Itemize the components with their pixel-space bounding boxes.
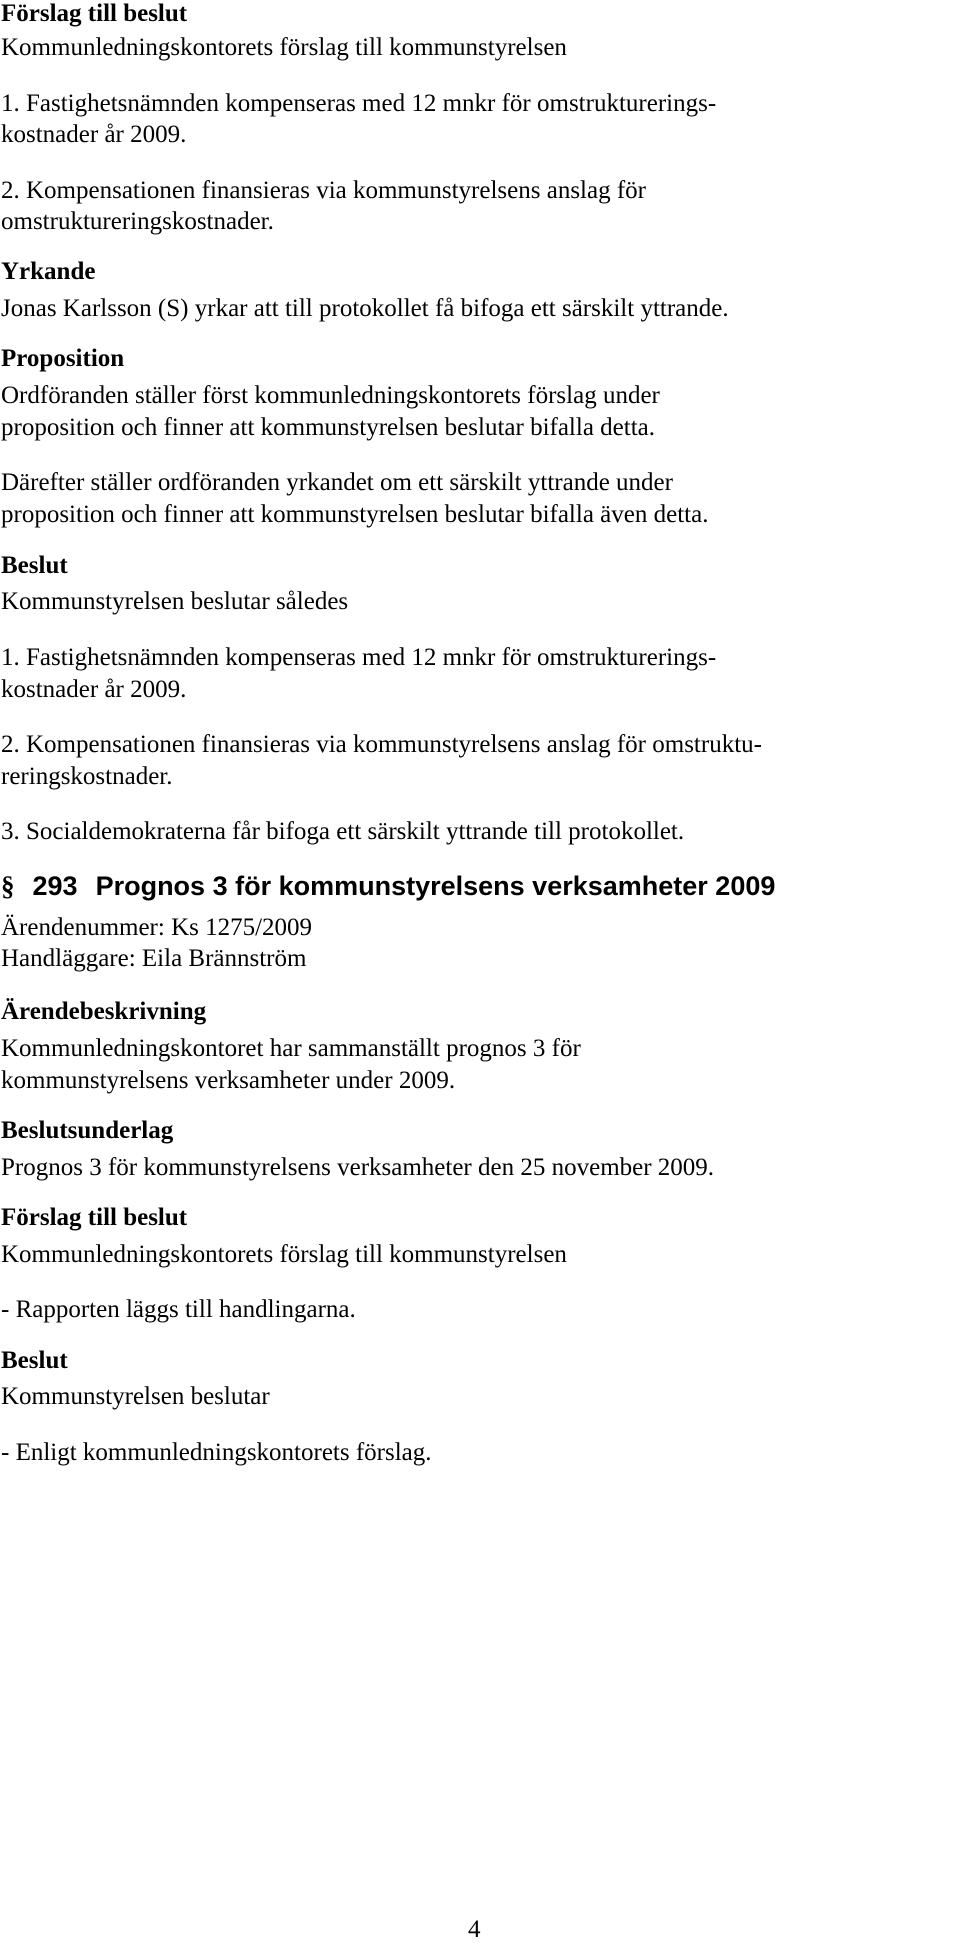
decision-item-2: 2. Kompensationen finansieras via kommunstyrelsens anslag för omstruktu- bbox=[1, 731, 762, 758]
basis-text: Prognos 3 för kommunstyrelsens verksamheter den 25 november 2009. bbox=[1, 1154, 715, 1181]
case-proposal-heading: Förslag till beslut bbox=[1, 1204, 188, 1231]
description-heading: Ärendebeskrivning bbox=[1, 998, 207, 1025]
description-line-1: Kommunledningskontoret har sammanställt prognos 3 för bbox=[1, 1035, 581, 1062]
case-title bbox=[1, 868, 775, 904]
decision-heading: Beslut bbox=[1, 552, 68, 579]
proposition-line-4: proposition och finner att kommunstyrelsen beslutar bifalla även detta. bbox=[1, 501, 709, 528]
case-decision-intro: Kommunstyrelsen beslutar bbox=[1, 1383, 270, 1410]
proposal-item-1: 1. Fastighetsnämnden kompenseras med 12 mnkr för omstrukturerings- bbox=[1, 90, 717, 117]
case-proposal-item: - Rapporten läggs till handlingarna. bbox=[1, 1296, 356, 1323]
case-title-text: Prognos 3 för kommunstyrelsens verksamheter 2009 bbox=[95, 871, 776, 901]
section-symbol: § bbox=[1, 871, 15, 901]
case-number-label: 293 bbox=[32, 871, 78, 901]
case-reference: Ärendenummer: Ks 1275/2009 bbox=[1, 914, 313, 941]
page-number: 4 bbox=[468, 1916, 481, 1943]
basis-heading: Beslutsunderlag bbox=[1, 1117, 174, 1144]
claim-text: Jonas Karlsson (S) yrkar att till protokollet få bifoga ett särskilt yttrande. bbox=[1, 295, 729, 322]
description-line-2: kommunstyrelsens verksamheter under 2009. bbox=[1, 1067, 456, 1094]
proposal-intro: Kommunledningskontorets förslag till kommunstyrelsen bbox=[1, 34, 567, 61]
proposal-item-2-cont: omstruktureringskostnader. bbox=[1, 208, 274, 235]
case-handler: Handläggare: Eila Brännström bbox=[1, 945, 307, 972]
case-proposal-intro: Kommunledningskontorets förslag till kommunstyrelsen bbox=[1, 1241, 567, 1268]
proposal-item-2: 2. Kompensationen finansieras via kommunstyrelsens anslag för bbox=[1, 177, 646, 204]
decision-item-1: 1. Fastighetsnämnden kompenseras med 12 mnkr för omstrukturerings- bbox=[1, 644, 717, 671]
case-decision-heading: Beslut bbox=[1, 1347, 68, 1374]
proposition-line-2: proposition och finner att kommunstyrelsen beslutar bifalla detta. bbox=[1, 414, 656, 441]
proposal-heading: Förslag till beslut bbox=[1, 0, 188, 27]
decision-item-1-cont: kostnader år 2009. bbox=[1, 676, 187, 703]
proposition-line-3: Därefter ställer ordföranden yrkandet om ett särskilt yttrande under bbox=[1, 469, 673, 496]
proposition-heading: Proposition bbox=[1, 345, 125, 372]
case-decision-item: - Enligt kommunledningskontorets förslag. bbox=[1, 1439, 432, 1466]
proposition-line-1: Ordföranden ställer först kommunledningskontorets förslag under bbox=[1, 382, 660, 409]
proposal-item-1-cont: kostnader år 2009. bbox=[1, 121, 187, 148]
decision-item-2-cont: reringskostnader. bbox=[1, 763, 173, 790]
claim-heading: Yrkande bbox=[1, 258, 96, 285]
decision-intro: Kommunstyrelsen beslutar således bbox=[1, 588, 349, 615]
decision-item-3: 3. Socialdemokraterna får bifoga ett särskilt yttrande till protokollet. bbox=[1, 818, 685, 845]
